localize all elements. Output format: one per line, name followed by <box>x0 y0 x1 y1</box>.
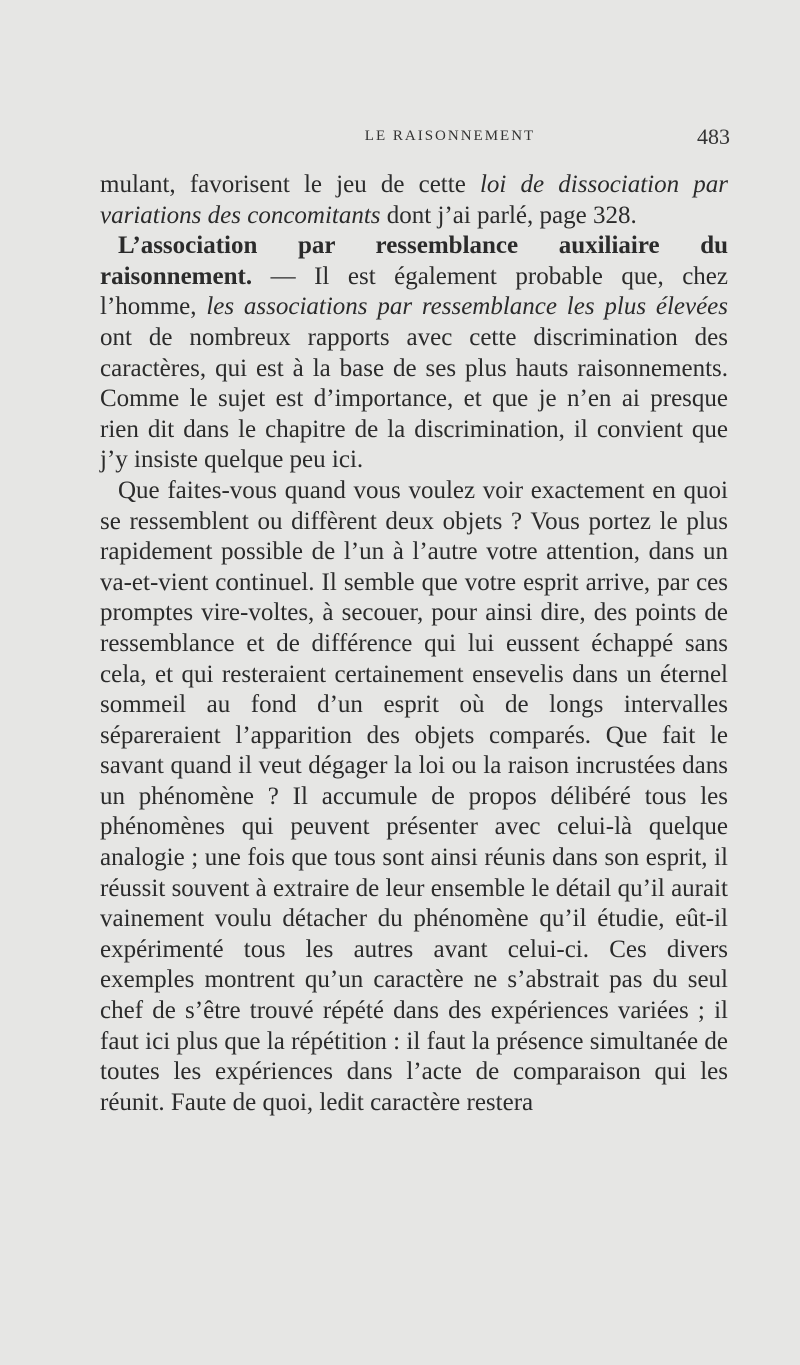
paragraph-1-text-b: dont j’ai parlé, page 328. <box>386 201 637 229</box>
section-heading: L’association par ressemblance auxiliaire du raisonnement. <box>100 232 728 290</box>
body-text <box>100 170 728 1118</box>
running-head <box>100 124 730 152</box>
paragraph-3: Que faites-vous quand vous voulez voir exactement en quoi se ressemblent ou diffèrent deux objets ? Vous portez le plus rapidement possible de l’un à l’autre votre attention, dans un va-et-vient continuel. Il semble que votre esprit arrive, par ces promptes vire-voltes, à secouer, pour ainsi dire, des points de ressemblance et de différence qui lui eussent échappé sans cela, et qui resteraient certainement ensevelis dans un éternel sommeil au fond d’un esprit où de longs intervalles sépareraient l’apparition des objets comparés. Que fait le savant quand il veut dégager la loi ou la raison incrustées dans un phénomène ? Il accumule de propos délibéré tous les phénomènes qui peuvent présenter avec celui-là quelque analogie ; une fois que tous sont ainsi réunis dans son esprit, il réussit souvent à extraire de leur ensemble le détail qu’il aurait vainement voulu détacher du phénomène qu’il étudie, eût-il expérimenté tous les autres avant celui-ci. Ces divers exemples montrent qu’un caractère ne s’abstrait pas du seul chef de s’être trouvé répété dans des expériences variées ; il faut ici plus que la répétition : il faut la présence simultanée de toutes les expériences dans l’acte de comparaison qui les réunit. Faute de quoi, ledit caractère restera <box>100 476 728 1116</box>
page-number: 483 <box>697 124 730 149</box>
running-title: LE RAISONNEMENT <box>364 128 536 144</box>
paragraph-2 <box>100 231 728 476</box>
paragraph-1-text-a: mulant, favorisent le jeu de cette <box>100 171 466 198</box>
paragraph-2-text-b: ont de nombreux rapports avec cette discrimination des caractères, qui est à la base de ses plus hauts raisonnements. Comme le sujet est d’importance, et que je n’en ai presque rien dit dans le chapitre de la discrimination, il convient que j’y insiste quelque peu ici. <box>100 323 728 474</box>
paragraph-1 <box>100 170 728 231</box>
paragraph-2-italic: les associations par ressemblance les plus élevées <box>206 293 729 321</box>
paragraph-1-italic: loi de dissociation par variations des concomitants <box>100 171 729 229</box>
paragraph-2-text-a: — Il est également probable que, chez l’homme, <box>100 262 728 321</box>
